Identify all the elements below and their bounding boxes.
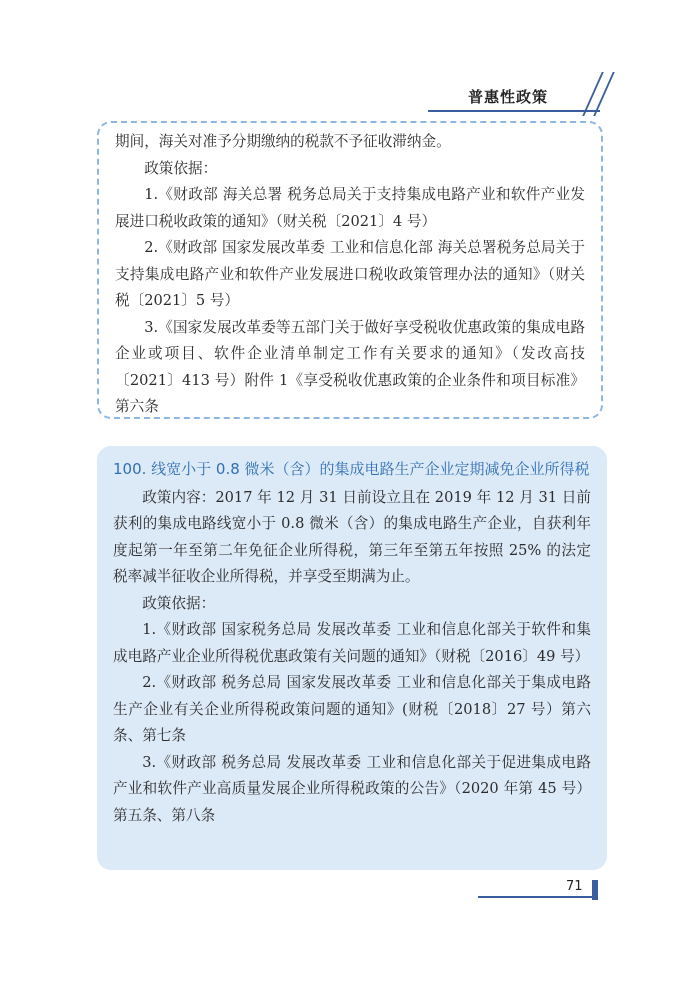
- policy-continuation-box: [97, 121, 603, 419]
- policy-item-box: [97, 446, 607, 870]
- footer-rule: [478, 896, 596, 898]
- policy-basis-label: 政策依据：: [142, 594, 216, 612]
- policy-reference: 1.《财政部 海关总署 税务总局关于支持集成电路产业和软件产业发展进口税收政策的通知》（财关税〔2021〕4 号）: [115, 186, 585, 230]
- policy-item-heading: 100. 线宽小于 0.8 微米（含）的集成电路生产企业定期减免企业所得税: [113, 460, 590, 478]
- policy-content: 政策内容：2017 年 12 月 31 日前设立且在 2019 年 12 月 31 日前获利的集成电路线宽小于 0.8 微米（含）的集成电路生产企业，自获利年度起第一年至第二年免征企业所得税，第三年至第五年按照 25% 的法定税率减半征收企业所得税，并享受至期满为止。: [113, 488, 591, 585]
- policy-reference: 1.《财政部 国家税务总局 发展改革委 工业和信息化部关于软件和集成电路产业企业所得税优惠政策有关问题的通知》（财税〔2016〕49 号）: [113, 621, 591, 665]
- policy-reference: 3.《财政部 税务总局 发展改革委 工业和信息化部关于促进集成电路产业和软件产业高质量发展企业所得税政策的公告》（2020 年第 45 号）第五条、第八条: [113, 753, 591, 824]
- body-paragraph: 期间，海关对准予分期缴纳的税款不予征收滞纳金。: [115, 133, 451, 150]
- footer-bar-decoration: [592, 880, 598, 900]
- policy-reference: 2.《财政部 国家发展改革委 工业和信息化部 海关总署税务总局关于支持集成电路产业和软件产业发展进口税收政策管理办法的通知》（财关税〔2021〕5 号）: [115, 239, 585, 309]
- section-title: 普惠性政策: [468, 88, 549, 106]
- page-number: 71: [566, 879, 583, 894]
- policy-reference: 3.《国家发展改革委等五部门关于做好享受税收优惠政策的集成电路企业或项目、软件企业清单制定工作有关要求的通知》（发改高技〔2021〕413 号）附件 1《享受税收优惠政策的企业条件和项目标准》第六条: [115, 318, 585, 415]
- header-rule: [428, 110, 600, 112]
- policy-basis-label: 政策依据：: [144, 159, 218, 177]
- header-slash-decoration: [593, 72, 615, 116]
- policy-reference: 2.《财政部 税务总局 国家发展改革委 工业和信息化部关于集成电路生产企业有关企业所得税政策问题的通知》(财税〔2018〕27 号）第六条、第七条: [113, 674, 591, 744]
